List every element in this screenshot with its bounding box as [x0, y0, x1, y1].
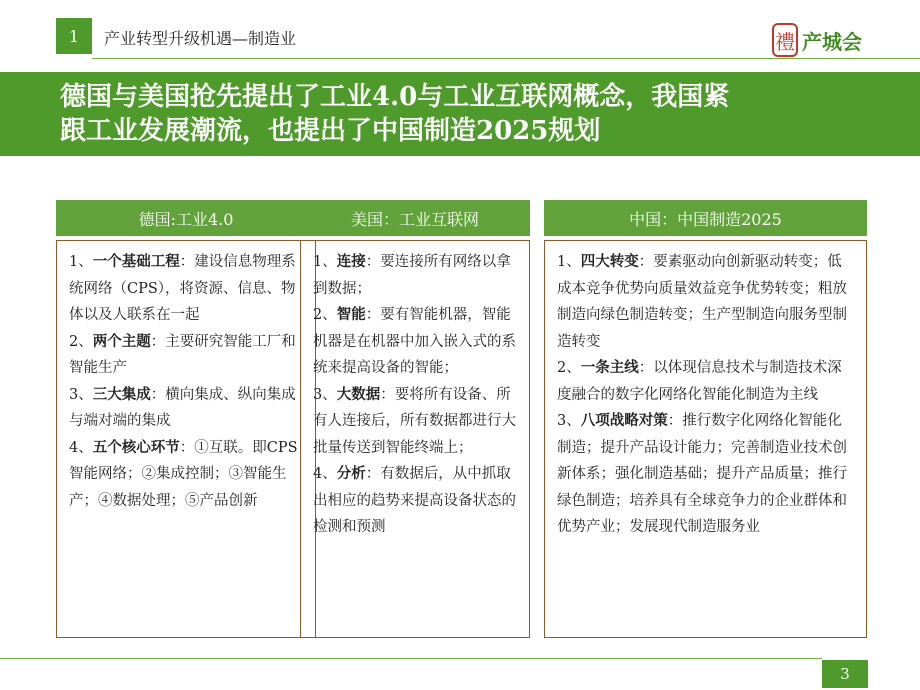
brand-logo: [772, 18, 862, 62]
column-title: 中国：中国制造2025: [544, 200, 867, 236]
column-china: [544, 200, 867, 638]
headline-line-1: 德国与美国抢先提出了工业4.0与工业互联网概念，我国紧: [60, 82, 730, 112]
headline-line-2: 跟工业发展潮流，也提出了中国制造2025规划: [60, 116, 601, 146]
footer-divider: [0, 658, 822, 659]
list-item: 2、一条主线：以体现信息技术与制造技术深度融合的数字化网络化智能化制造为主线: [557, 359, 842, 403]
column-title: 美国：工业互联网: [300, 200, 530, 236]
seal-icon: 禮: [772, 23, 798, 57]
section-number-badge: 1: [56, 18, 92, 54]
column-body: [544, 240, 867, 638]
page-number: 3: [822, 660, 868, 688]
list-item: 4、分析：有数据后，从中抓取出相应的趋势来提高设备状态的检测和预测: [313, 465, 516, 535]
column-body: [56, 240, 316, 638]
list-item: 1、四大转变：要素驱动向创新驱动转变；低成本竞争优势向质量效益竞争优势转变；粗放制造向绿色制造转变；生产型制造向服务型制造转变: [557, 253, 847, 350]
list-item: 4、五个核心环节：①互联。即CPS智能网络；②集成控制；③智能生产；④数据处理；⑤产品创新: [69, 438, 298, 509]
list-item: 3、三大集成：横向集成、纵向集成与端对端的集成: [69, 385, 296, 429]
column-title: 德国:工业4.0: [56, 200, 316, 236]
column-body: [300, 240, 530, 638]
column-germany: [56, 200, 316, 638]
list-item: 2、智能：要有智能机器，智能机器是在机器中加入嵌入式的系统来提高设备的智能；: [313, 306, 516, 376]
logo-text: 产城会: [802, 29, 862, 54]
list-item: 1、连接：要连接所有网络以拿到数据；: [313, 253, 511, 297]
list-item: 3、八项战略对策：推行数字化网络化智能化制造；提升产品设计能力；完善制造业技术创新体系；强化制造基础；提升产品质量；推行绿色制造；培养具有全球竞争力的企业群体和优势产业；发展现代制造服务业: [557, 412, 847, 535]
section-title: 产业转型升级机遇—制造业: [104, 29, 297, 48]
list-item: 2、两个主题：主要研究智能工厂和智能生产: [69, 332, 296, 376]
list-item: 1、一个基础工程：建设信息物理系统网络（CPS），将资源、信息、物体以及人联系在一起: [69, 253, 296, 323]
list-item: 3、大数据：要将所有设备、所有人连接后，所有数据都进行大批量传送到智能终端上；: [313, 385, 516, 456]
column-usa: [300, 200, 530, 638]
headline-banner: [0, 72, 920, 156]
